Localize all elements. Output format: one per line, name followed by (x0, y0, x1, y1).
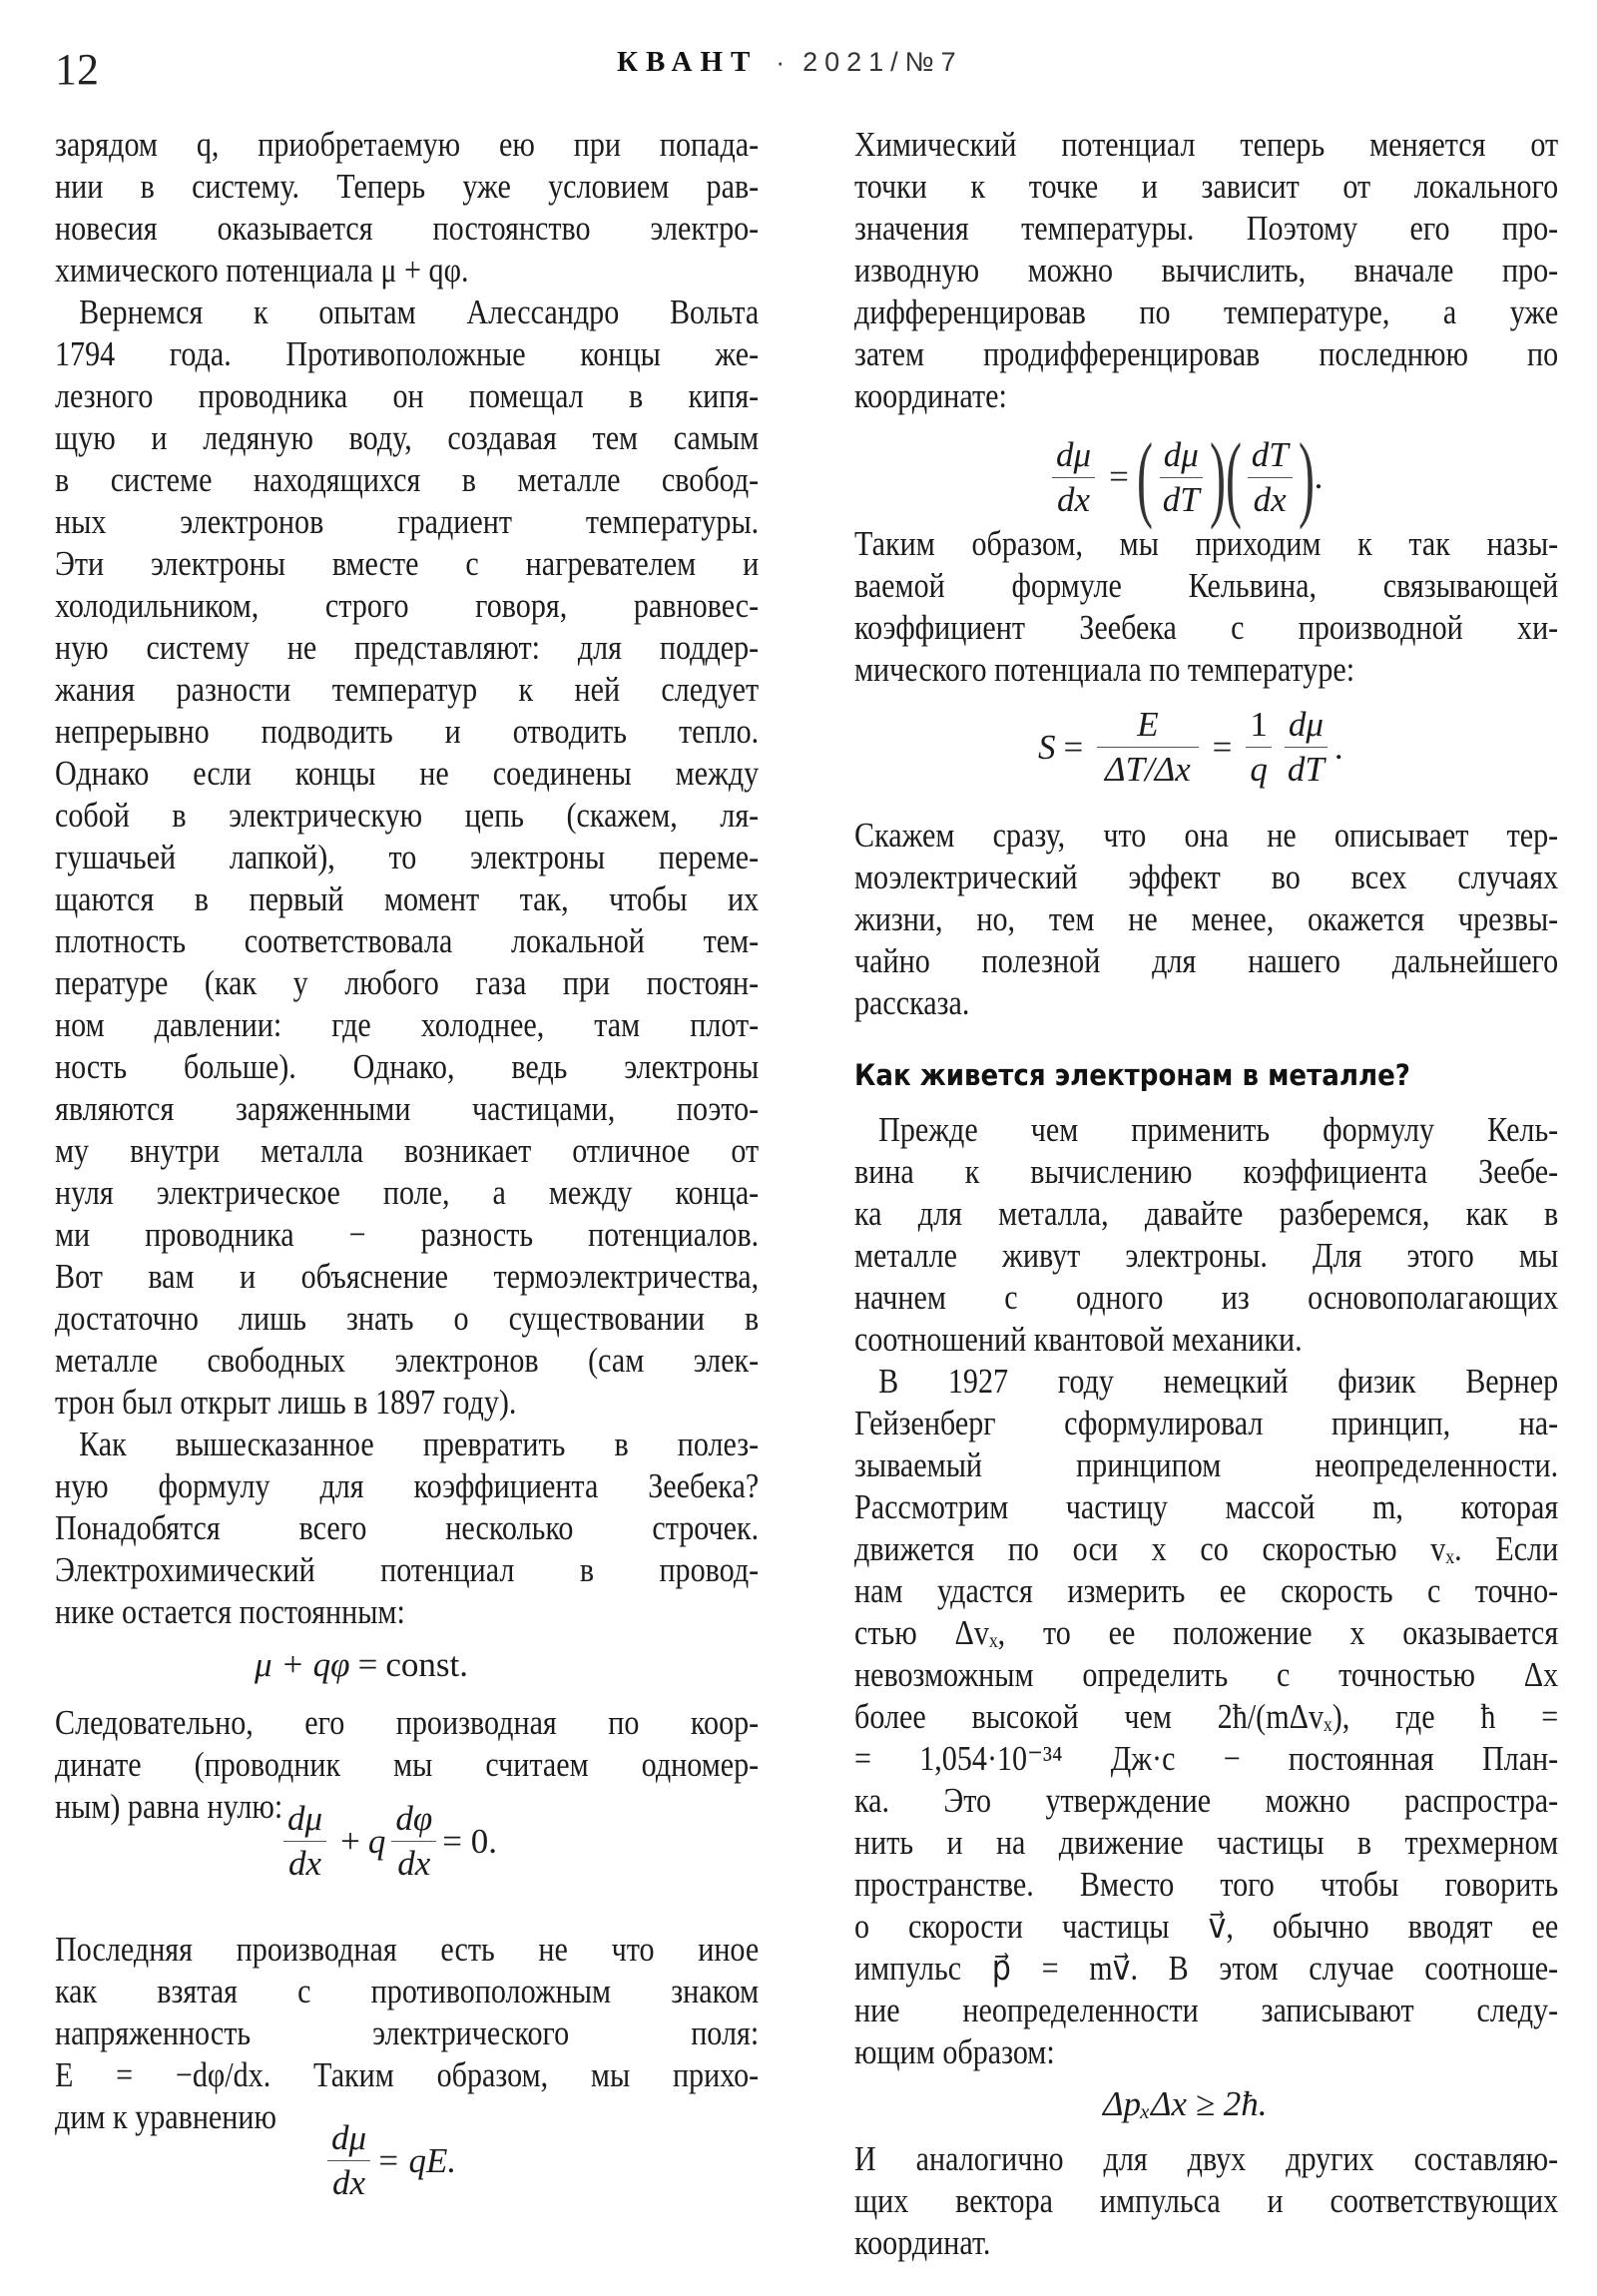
text-line-content: ка для металла, давайте разберемся, как в (854, 1194, 1559, 1233)
right-paren: ) (1209, 423, 1226, 530)
text-line-content: ном давлении: где холоднее, там плот- (55, 1005, 760, 1044)
text-line (854, 1109, 1558, 1151)
text-line-content: ка. Это утверждение можно распростра- (854, 1781, 1559, 1820)
text-line (854, 982, 1558, 1024)
text-line-content: жизни, но, тем не менее, окажется чрезвы- (854, 899, 1559, 938)
text-line-content: пространстве. Вместо того чтобы говорить (854, 1865, 1559, 1904)
text-line (55, 585, 759, 627)
text-line-content: лезного проводника он помещал в кипя- (55, 376, 760, 415)
text-line (55, 753, 759, 795)
text-line-content: Электрохимический потенциал в провод- (55, 1550, 760, 1589)
fraction-numerator: dμ (1160, 435, 1203, 478)
fraction (1248, 435, 1293, 520)
text-line (55, 1172, 759, 1214)
text-line (854, 1403, 1558, 1444)
text-line (854, 2031, 1558, 2073)
text-line-content: нуля электрическое поле, а между конца- (55, 1173, 760, 1212)
fraction (1159, 435, 1204, 520)
text-line (55, 250, 759, 291)
seebeck-symbol: S (1038, 727, 1056, 767)
issue-number: 2021/№7 (802, 47, 963, 77)
text-line-content: пературе (как у любого газа при постоян- (55, 963, 760, 1002)
fraction-denominator: dx (1057, 479, 1091, 519)
text-line (55, 1046, 759, 1088)
text-line (55, 2054, 759, 2096)
text-line (854, 333, 1558, 375)
text-line-content: динате (проводник мы считаем одномер- (55, 1745, 760, 1784)
formula-rhs: = qE. (376, 2140, 457, 2180)
text-line (854, 523, 1558, 565)
text-line-content: = 1,054·10⁻³⁴ Дж·с − постоянная План- (854, 1739, 1559, 1778)
text-line-content: новесия оказывается постоянство электро- (55, 209, 760, 248)
text-line-content: ность больше). Однако, ведь электроны (55, 1047, 760, 1086)
text-line-content: металле живут электроны. Для этого мы (854, 1236, 1559, 1275)
text-line (55, 1256, 759, 1298)
text-line-content: гушачьей лапкой), то электроны переме- (55, 838, 760, 876)
text-line-content: вина к вычислению коэффициента Зеебе- (854, 1152, 1559, 1191)
left-paren: ( (1225, 423, 1242, 530)
text-line-content: чайно полезной для нашего дальнейшего (854, 941, 1559, 980)
text-line-content: ваемой формуле Кельвина, связывающей (854, 566, 1559, 605)
text-line (854, 1528, 1558, 1570)
text-line (55, 375, 759, 417)
text-line-content: коэффициент Зеебека с производной хи- (854, 608, 1559, 647)
equals-sign: = (1109, 457, 1129, 496)
text-line (55, 1702, 759, 1744)
text-line (854, 1990, 1558, 2031)
formula-kelvin (1038, 705, 1343, 790)
fraction (1246, 705, 1272, 790)
text-line-content: ние неопределенности записывают следу- (854, 1991, 1559, 2029)
header-separator: · (776, 47, 786, 77)
journal-title: КВАНТ (617, 46, 759, 78)
fraction-numerator: dμ (327, 2118, 370, 2161)
text-line (854, 898, 1558, 940)
text-line-content: ных электронов градиент температуры. (55, 502, 760, 541)
text-line (854, 1612, 1558, 1654)
fraction-denominator: dx (1253, 479, 1287, 519)
fraction-denominator: dT (1287, 750, 1325, 789)
text-line (55, 1340, 759, 1382)
text-line-content: Вернемся к опытам Алессандро Вольта (79, 292, 760, 331)
text-line (55, 1424, 759, 1465)
text-line (854, 1444, 1558, 1486)
text-line-content: нить и на движение частицы в трехмерном (854, 1823, 1559, 1862)
text-line (854, 2180, 1558, 2222)
text-line-content: металле свободных электронов (сам элек- (55, 1341, 760, 1380)
right-paren: ) (1298, 423, 1315, 530)
text-line (55, 920, 759, 962)
text-line-content: Химический потенциал теперь меняется от (854, 125, 1559, 164)
formula-derivative-zero (277, 1799, 497, 1884)
text-line (854, 940, 1558, 982)
fraction (283, 1799, 326, 1884)
text-line-content: ющим образом: (854, 2032, 1055, 2071)
text-line-content: мического потенциала по температуре: (854, 650, 1355, 689)
text-line-content: плотность соответствовала локальной тем- (55, 921, 760, 960)
text-line (55, 795, 759, 837)
text-line (55, 711, 759, 753)
period: . (1333, 727, 1343, 767)
text-line-content: невозможным определить с точностью Δx (854, 1655, 1559, 1694)
fraction-numerator: dT (1248, 435, 1293, 478)
text-line-content: ми проводника − разность потенциалов. (55, 1215, 760, 1254)
formula-equals: = (357, 1645, 378, 1684)
text-line-content: соотношений квантовой механики. (854, 1320, 1303, 1359)
text-line-content: координат. (854, 2223, 991, 2262)
text-line-content: Таким образом, мы приходим к так назы- (854, 524, 1559, 563)
text-line-content: трон был открыт лишь в 1897 году). (55, 1383, 517, 1422)
text-line (55, 333, 759, 375)
text-line (55, 1382, 759, 1424)
text-line (55, 291, 759, 333)
text-line (55, 1929, 759, 1971)
fraction-numerator: dφ (391, 1799, 436, 1842)
text-line-content: И аналогично для двух других составляю- (854, 2139, 1559, 2178)
text-line-content: му внутри металла возникает отличное от (55, 1131, 760, 1170)
text-line-content: Как вышесказанное превратить в полез- (79, 1425, 760, 1463)
text-line (854, 2222, 1558, 2264)
text-line-content: Однако если концы не соединены между (55, 754, 760, 793)
text-line (854, 1277, 1558, 1319)
text-line-content: начнем с одного из основополагающих (854, 1278, 1559, 1317)
formula-electrochemical-const (255, 1645, 468, 1685)
fraction (1284, 705, 1329, 790)
text-line (55, 166, 759, 208)
text-line (55, 1744, 759, 1786)
text-line (854, 1948, 1558, 1990)
plus-sign: + (340, 1821, 360, 1861)
text-line (854, 607, 1558, 649)
text-line (854, 2138, 1558, 2180)
text-line-content: собой в электрическую цепь (скажем, ля- (55, 796, 760, 835)
text-line-content: о скорости частицы v⃗, обычно вводят ее (854, 1907, 1559, 1946)
text-line (55, 501, 759, 543)
text-line (55, 417, 759, 459)
text-line (854, 815, 1558, 857)
text-line-content: рассказа. (854, 983, 970, 1022)
page-number: 12 (55, 45, 99, 94)
text-line-content: ную формулу для коэффициента Зеебека? (55, 1466, 760, 1505)
equals-sign: = (1212, 727, 1233, 767)
section-heading: Как живется электронам в металле? (854, 1058, 1410, 1092)
text-line-content: более высокой чем 2ħ/(mΔvₓ), где ħ = (854, 1697, 1559, 1736)
text-line-content: 1794 года. Противоположные концы же- (55, 334, 760, 373)
text-line-content: моэлектрический эффект во всех случаях (854, 858, 1559, 896)
text-line-content: Рассмотрим частицу массой m, которая (854, 1487, 1559, 1526)
formula-lhs: μ + qφ (255, 1645, 350, 1684)
text-line-content: Скажем сразу, что она не описывает тер- (854, 816, 1559, 855)
text-line (854, 166, 1558, 208)
text-line (55, 1591, 759, 1633)
formula-chain-rule (1046, 423, 1324, 530)
text-line-content: координате: (854, 376, 1007, 415)
text-line-content: в системе находящихся в металле свобод- (55, 460, 760, 499)
formula-rhs: = 0. (442, 1821, 497, 1861)
text-line (854, 857, 1558, 898)
text-line (854, 208, 1558, 250)
text-line-content: холодильником, строго говоря, равновес- (55, 586, 760, 625)
text-line (854, 1780, 1558, 1822)
text-line-content: зарядом q, приобретаемую ею при попада- (55, 125, 760, 164)
charge-symbol: q (367, 1821, 386, 1861)
text-line-content: щих вектора импульса и соответствующих (854, 2181, 1559, 2220)
text-line-content: Гейзенберг сформулировал принцип, на- (854, 1404, 1559, 1442)
text-line (854, 1151, 1558, 1193)
period: . (1314, 457, 1324, 496)
text-line (854, 250, 1558, 291)
text-line-content: значения температуры. Поэтому его про- (854, 209, 1559, 248)
text-line (55, 543, 759, 585)
text-line-content: ным) равна нулю: (55, 1787, 283, 1826)
text-line-content: химического потенциала μ + qφ. (55, 251, 469, 289)
fraction-denominator: dx (397, 1844, 431, 1883)
text-line (55, 2012, 759, 2054)
text-line (55, 669, 759, 711)
fraction (1097, 705, 1198, 790)
text-line (55, 878, 759, 920)
text-line-content: точки к точке и зависит от локального (854, 167, 1559, 206)
text-line (55, 627, 759, 669)
text-line-content: В 1927 году немецкий физик Вернер (878, 1362, 1559, 1401)
text-line-content: E = −dφ/dx. Таким образом, мы прихо- (55, 2055, 760, 2094)
text-line (55, 1088, 759, 1130)
text-line (55, 208, 759, 250)
text-line (854, 649, 1558, 691)
text-line-content: изводную можно вычислить, вначале про- (854, 251, 1559, 289)
fraction-numerator: dμ (1285, 705, 1328, 748)
text-line (854, 1822, 1558, 1864)
text-line (55, 459, 759, 501)
text-line (55, 1004, 759, 1046)
text-line (55, 1298, 759, 1340)
text-line (854, 1193, 1558, 1235)
text-line-content: нии в систему. Теперь уже условием рав- (55, 167, 760, 206)
text-line (854, 1906, 1558, 1948)
fraction-denominator: dx (332, 2163, 366, 2202)
text-line-content: Следовательно, его производная по коор- (55, 1703, 760, 1742)
formula-rhs: const. (385, 1645, 468, 1684)
text-line (55, 1130, 759, 1172)
text-line (854, 1235, 1558, 1277)
text-line (854, 291, 1558, 333)
text-line-content: щаются в первый момент так, чтобы их (55, 879, 760, 918)
fraction (391, 1799, 436, 1884)
fraction-denominator: dx (288, 1844, 322, 1883)
text-line-content: затем продифференцировав последнюю по (854, 334, 1559, 373)
equals-sign: = (1063, 727, 1084, 767)
text-line-content: напряженность электрического поля: (55, 2013, 760, 2052)
fraction-numerator: E (1097, 705, 1198, 748)
text-line-content: нике остается постоянным: (55, 1592, 405, 1631)
fraction-numerator: 1 (1246, 705, 1272, 748)
text-line (55, 1465, 759, 1507)
text-line (854, 1319, 1558, 1361)
text-line-content: дим к уравнению (55, 2097, 276, 2136)
text-line (55, 837, 759, 878)
text-line-content: жания разности температур к ней следует (55, 670, 760, 709)
text-line (854, 1361, 1558, 1403)
text-line-content: нам удастся измерить ее скорость с точно- (854, 1571, 1559, 1610)
text-line-content: являются заряженными частицами, поэто- (55, 1089, 760, 1128)
text-line (854, 1654, 1558, 1696)
fraction-denominator: ΔT/Δx (1105, 750, 1191, 789)
text-line-content: Последняя производная есть не что иное (55, 1930, 760, 1969)
left-paren: ( (1136, 423, 1153, 530)
running-header (617, 46, 963, 79)
text-line (854, 1864, 1558, 1906)
fraction (1052, 435, 1095, 520)
text-line (854, 1738, 1558, 1780)
text-line-content: стью Δvₓ, то ее положение x оказывается (854, 1613, 1559, 1652)
text-line (854, 124, 1558, 166)
text-line-content: непрерывно подводить и отводить тепло. (55, 712, 760, 751)
text-line (854, 1570, 1558, 1612)
text-line (854, 565, 1558, 607)
text-line (55, 1507, 759, 1549)
text-line-content: достаточно лишь знать о существовании в (55, 1299, 760, 1338)
text-line (55, 962, 759, 1004)
fraction-denominator: dT (1162, 479, 1200, 519)
text-line-content: дифференцировав по температуре, а уже (854, 292, 1559, 331)
text-line (55, 1971, 759, 2012)
text-line-content: щую и ледяную воду, создавая тем самым (55, 418, 760, 457)
fraction-numerator: dμ (283, 1799, 326, 1842)
text-line-content: Эти электроны вместе с нагревателем и (55, 544, 760, 583)
text-line-content: зываемый принципом неопределенности. (854, 1445, 1559, 1484)
formula-dmu-dx-qe (321, 2118, 456, 2203)
text-line (854, 1696, 1558, 1738)
text-line (55, 1549, 759, 1591)
text-line-content: Вот вам и объяснение термоэлектричества, (55, 1257, 760, 1296)
text-line-content: движется по оси x со скоростью vₓ. Если (854, 1529, 1559, 1568)
text-line-content: Прежде чем применить формулу Кель- (878, 1110, 1559, 1149)
text-line (55, 1214, 759, 1256)
text-line-content: ную систему не представляют: для поддер- (55, 628, 760, 667)
text-line-content: импульс p⃗ = mv⃗. В этом случае соотноше- (854, 1949, 1559, 1988)
text-line-content: Понадобятся всего несколько строчек. (55, 1508, 760, 1547)
fraction-denominator: q (1250, 750, 1268, 789)
text-line (854, 375, 1558, 417)
formula-uncertainty: ΔpₓΔx ≥ 2ħ. (1103, 2084, 1268, 2123)
fraction-numerator: dμ (1052, 435, 1095, 478)
fraction (327, 2118, 370, 2203)
text-line (55, 124, 759, 166)
text-line-content: как взятая с противоположным знаком (55, 1972, 760, 2010)
text-line (854, 1486, 1558, 1528)
